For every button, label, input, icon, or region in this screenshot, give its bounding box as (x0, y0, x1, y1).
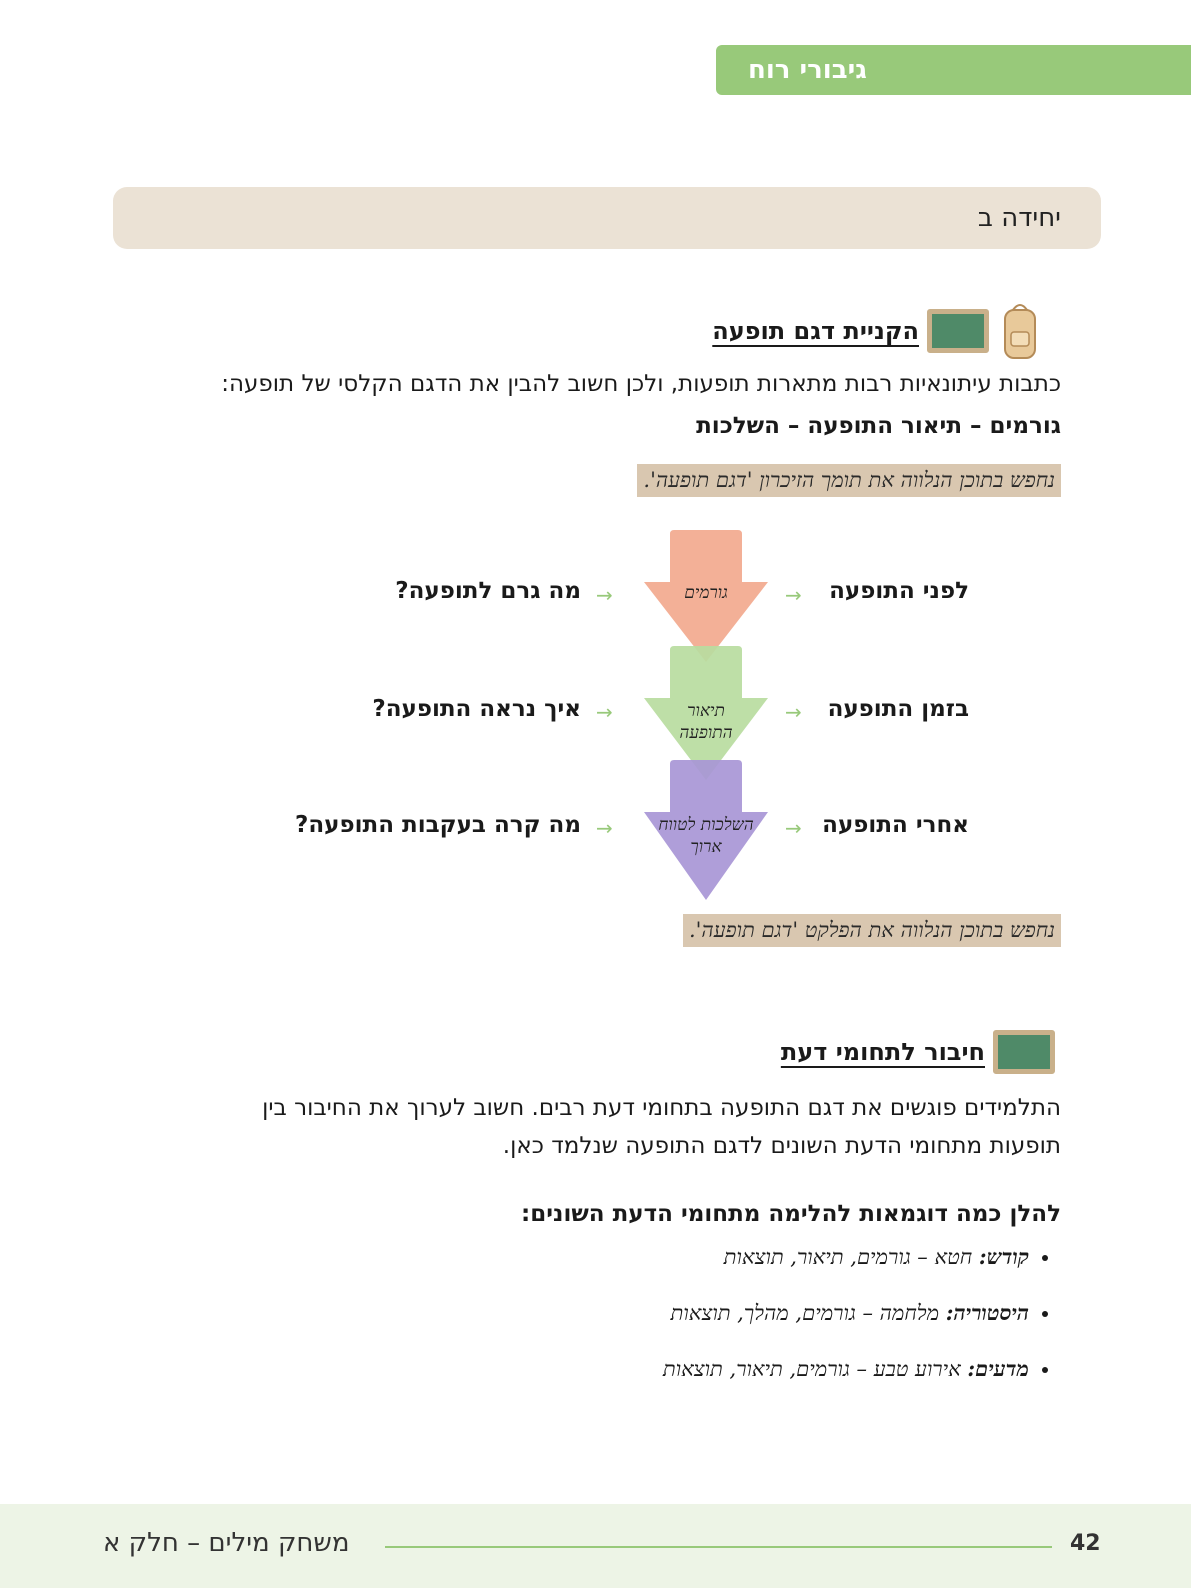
note-poster: נחפש בתוכן הנלווה את הפלקט 'דגם תופעה'. (683, 914, 1061, 947)
diagram-label-before: לפני התופעה (829, 578, 969, 604)
note-memory-aid: נחפש בתוכן הנלווה את תומך הזיכרון 'דגם תופעה'. (637, 464, 1061, 497)
backpack-icon (997, 300, 1043, 362)
connector-arrow: → (785, 816, 802, 840)
chalkboard-icon (927, 309, 989, 353)
list-item: • מדעים: אירוע טבע – גורמים, תיאור, תוצאות (329, 1356, 1029, 1382)
examples-heading: להלן כמה דוגמאות להלימה מתחומי הדעת השונים: (521, 1201, 1061, 1227)
section-title: הקניית דגם תופעה (712, 317, 919, 345)
chalkboard-icon (993, 1030, 1055, 1074)
arrow-consequences: השלכות לטווח ארוך (658, 815, 754, 858)
unit-title: יחידה ב (977, 203, 1061, 233)
diagram-question-during: איך נראה התופעה? (372, 696, 581, 722)
page-number: 42 (1070, 1531, 1101, 1556)
intro-paragraph: כתבות עיתונאיות רבות מתארות תופעות, ולכן חשוב להבין את הדגם הקלסי של תופעה: (221, 371, 1061, 397)
connector-arrow: → (596, 816, 613, 840)
diagram-question-after: מה קרה בעקבות התופעה? (295, 812, 581, 838)
section-heading-model (712, 300, 1043, 362)
disciplines-paragraph: התלמידים פוגשים את דגם התופעה בתחומי דעת רבים. חשוב לערוך את החיבור בין תופעות מתחומי הדעת השונים לדגם התופעה שנלמד כאן. (262, 1095, 1061, 1159)
connector-arrow: → (785, 700, 802, 724)
phenomenon-diagram (0, 530, 1191, 910)
section-title: חיבור לתחומי דעת (780, 1038, 985, 1066)
page-footer (0, 1504, 1191, 1588)
series-tab: גיבורי רוח (716, 45, 1191, 95)
connector-arrow: → (596, 700, 613, 724)
footer-rule (385, 1546, 1052, 1548)
unit-title-bar (113, 187, 1101, 249)
model-line: גורמים – תיאור התופעה – השלכות (696, 413, 1061, 439)
list-item: • קודש: חטא – גורמים, תיאור, תוצאות (329, 1244, 1029, 1270)
diagram-question-before: מה גרם לתופעה? (395, 578, 581, 604)
examples-list (329, 1244, 1061, 1412)
diagram-label-during: בזמן התופעה (827, 696, 969, 722)
connector-arrow: → (596, 583, 613, 607)
arrow-description: תיאור התופעה (679, 701, 733, 744)
diagram-label-after: אחרי התופעה (822, 812, 969, 838)
section-heading-disciplines (781, 1030, 1055, 1074)
arrow-causes: גורמים (684, 583, 728, 603)
connector-arrow: → (785, 583, 802, 607)
book-title: משחק מילים – חלק א (103, 1528, 350, 1558)
list-item: • היסטוריה: מלחמה – גורמים, מהלך, תוצאות (329, 1300, 1029, 1326)
